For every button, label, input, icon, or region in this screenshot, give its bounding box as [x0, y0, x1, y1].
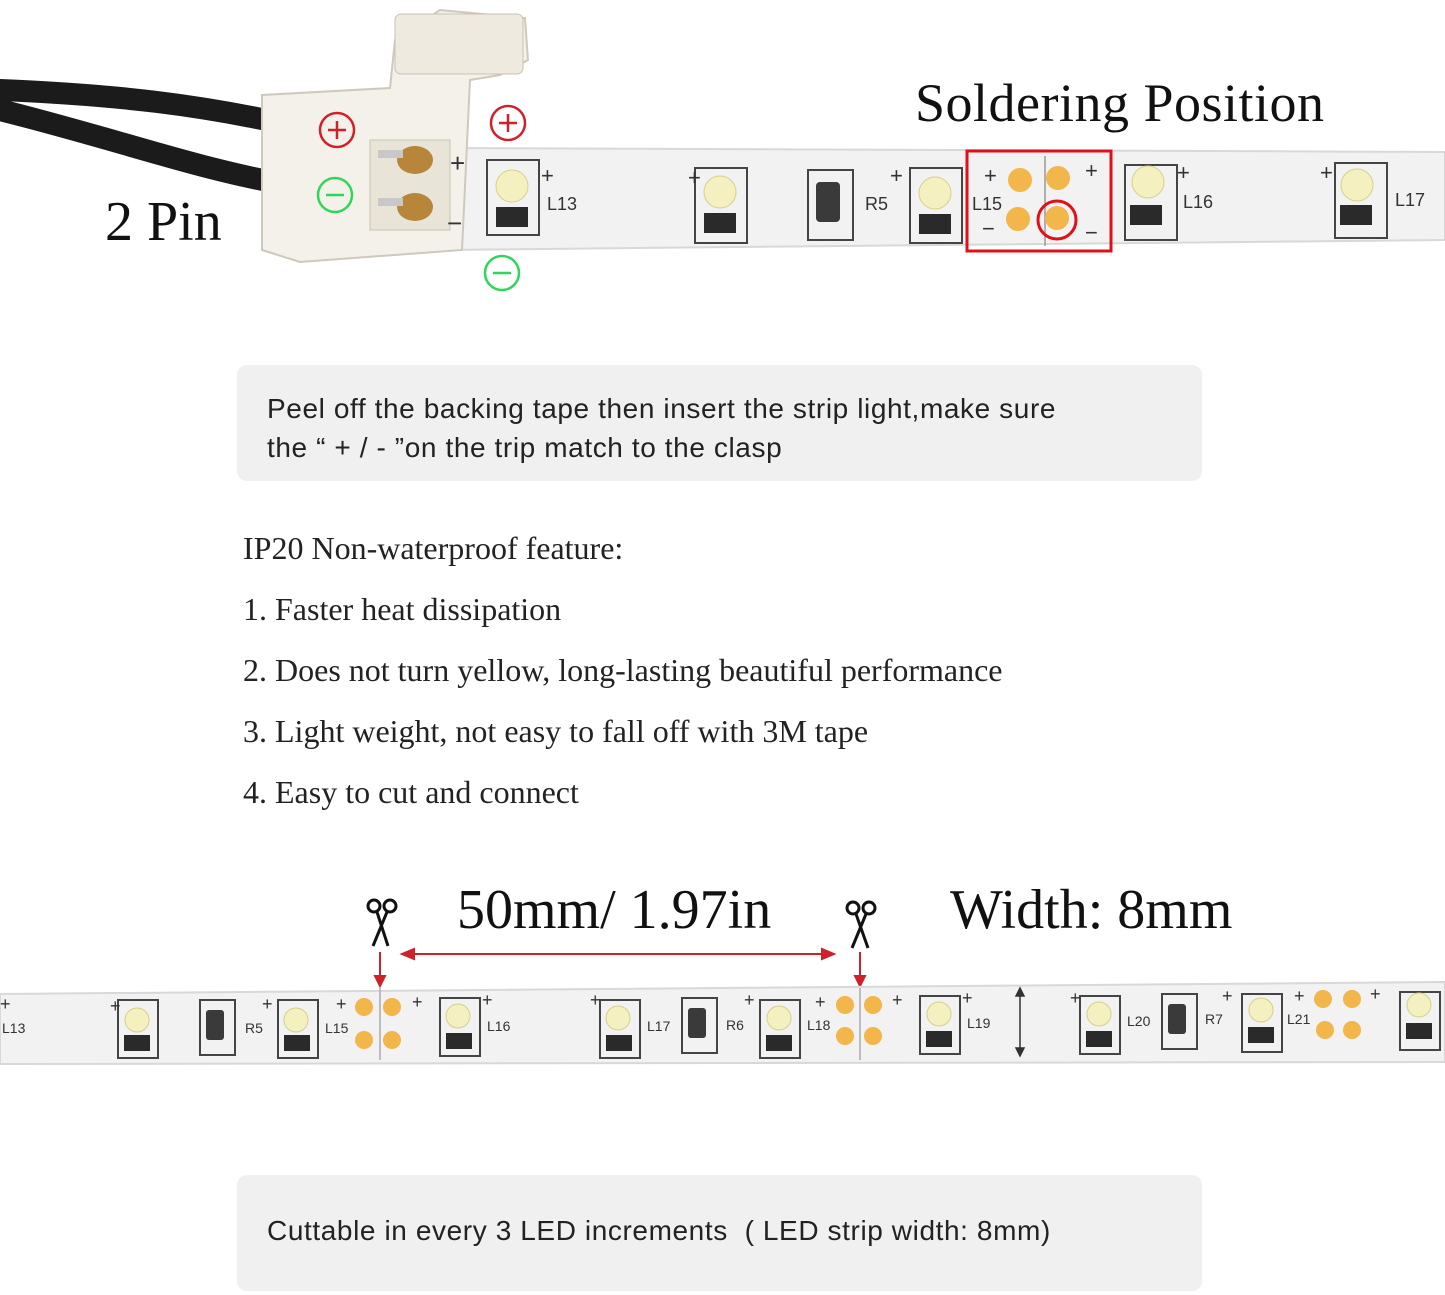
- bottom-label-l21: L21: [1287, 1011, 1311, 1027]
- feature-item: 4. Easy to cut and connect: [243, 774, 579, 810]
- svg-text:+: +: [1294, 986, 1305, 1006]
- bottom-label-r5: R5: [245, 1020, 263, 1036]
- top-strip-label-l13: L13: [547, 194, 578, 214]
- svg-text:+: +: [892, 990, 903, 1010]
- bottom-label-l20: L20: [1127, 1013, 1151, 1029]
- distance-arrow: [402, 949, 834, 959]
- bottom-label-l19: L19: [967, 1015, 991, 1031]
- cut-arrow-left: [375, 952, 385, 986]
- cut-arrow-right: [855, 952, 865, 986]
- svg-text:+: +: [110, 996, 121, 1016]
- solder-pad: [1046, 166, 1070, 190]
- feature-item: 3. Light weight, not easy to fall off with 3M tape: [243, 713, 869, 749]
- svg-text:−: −: [1085, 220, 1098, 245]
- svg-text:+: +: [450, 148, 466, 178]
- bottom-label-l17: L17: [647, 1018, 671, 1034]
- cut-distance-label: 50mm/ 1.97in: [457, 879, 772, 941]
- bottom-label-l15: L15: [325, 1020, 349, 1036]
- soldering-position-title: Soldering Position: [915, 73, 1325, 133]
- connector-latch: [395, 14, 523, 74]
- svg-text:+: +: [1070, 988, 1081, 1008]
- svg-text:+: +: [1320, 160, 1333, 185]
- top-strip-label-r5: R5: [865, 194, 889, 214]
- svg-text:+: +: [1177, 160, 1190, 185]
- pin-minus: [397, 193, 433, 221]
- bottom-label-r7: R7: [1205, 1011, 1223, 1027]
- solder-pad: [1006, 207, 1030, 231]
- bottom-strip-illustration: [0, 890, 1445, 1090]
- scissors-icon: [847, 902, 875, 948]
- svg-text:+: +: [412, 992, 423, 1012]
- features-title: IP20 Non-waterproof feature:: [243, 530, 624, 566]
- svg-text:+: +: [262, 994, 273, 1014]
- svg-text:+: +: [1370, 984, 1381, 1004]
- svg-text:+: +: [336, 994, 347, 1014]
- minus-marker-bottom: [485, 256, 519, 290]
- svg-text:+: +: [1085, 158, 1098, 183]
- instruction-line-2: the “ + / - ”on the trip match to the clasp: [267, 432, 783, 463]
- scissors-icon: [368, 900, 396, 946]
- svg-text:+: +: [1222, 986, 1233, 1006]
- top-strip-label-l15: L15: [972, 194, 1003, 214]
- bottom-label-l13: L13: [2, 1020, 26, 1036]
- svg-text:+: +: [815, 992, 826, 1012]
- plus-marker-right: [491, 106, 525, 140]
- bottom-label-l16: L16: [487, 1018, 511, 1034]
- svg-text:−: −: [982, 216, 995, 241]
- svg-text:+: +: [0, 994, 11, 1014]
- cut-info-box: [237, 1175, 1202, 1291]
- svg-text:+: +: [482, 990, 493, 1010]
- pin-count-label: 2 Pin: [105, 191, 222, 253]
- solder-pad: [1008, 168, 1032, 192]
- svg-text:+: +: [984, 163, 997, 188]
- top-strip-label-l16: L16: [1183, 192, 1214, 212]
- top-strip-label-l17: L17: [1395, 190, 1426, 210]
- svg-text:+: +: [962, 988, 973, 1008]
- feature-item: 2. Does not turn yellow, long-lasting beautiful performance: [243, 652, 1003, 688]
- strip-width-label: Width: 8mm: [950, 879, 1233, 941]
- feature-item: 1. Faster heat dissipation: [243, 591, 562, 627]
- svg-text:−: −: [447, 208, 463, 238]
- svg-text:+: +: [890, 163, 903, 188]
- bottom-label-r6: R6: [726, 1017, 744, 1033]
- instruction-line-1: Peel off the backing tape then insert the strip light,make sure: [267, 393, 1057, 424]
- top-strip-illustration: [0, 0, 1445, 320]
- svg-text:+: +: [541, 163, 554, 188]
- svg-text:+: +: [590, 990, 601, 1010]
- svg-text:+: +: [744, 990, 755, 1010]
- solder-pad: [1045, 206, 1069, 230]
- svg-text:+: +: [688, 165, 701, 190]
- instruction-box: [237, 365, 1202, 481]
- cut-info-text: Cuttable in every 3 LED increments ( LED strip width: 8mm): [267, 1215, 1051, 1246]
- bottom-label-l18: L18: [807, 1017, 831, 1033]
